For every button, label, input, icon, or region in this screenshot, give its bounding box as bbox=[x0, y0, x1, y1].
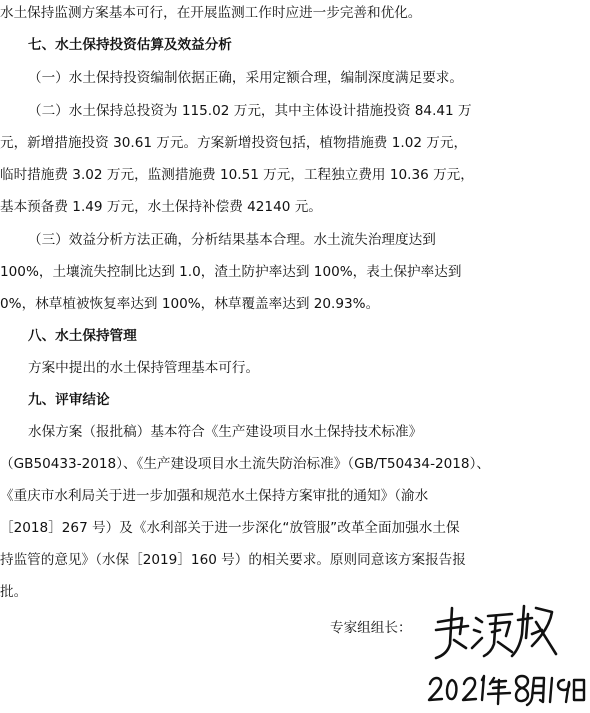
section-heading-9: 九、评审结论 bbox=[28, 392, 110, 408]
signature-label: 专家组组长： bbox=[330, 620, 412, 636]
handwritten-signature bbox=[432, 594, 562, 664]
paragraph-line-9e: 持监管的意见》（水保［2019］160 号）的相关要求。原则同意该方案报告报 bbox=[0, 552, 466, 568]
section-heading-7: 七、水土保持投资估算及效益分析 bbox=[28, 37, 232, 53]
paragraph-line-9f: 批。 bbox=[0, 584, 28, 600]
paragraph-line-7-2b: 元，新增措施投资 30.61 万元。方案新增投资包括，植物措施费 1.02 万元， bbox=[0, 135, 468, 151]
paragraph-line-monitoring: 水土保持监测方案基本可行，在开展监测工作时应进一步完善和优化。 bbox=[0, 5, 422, 21]
paragraph-line-9a: 水保方案（报批稿）基本符合《生产建设项目水土保持技术标准》 bbox=[28, 424, 423, 440]
paragraph-line-9c: 《重庆市水利局关于进一步加强和规范水土保持方案审批的通知》（渝水 bbox=[0, 488, 429, 504]
paragraph-line-7-2c: 临时措施费 3.02 万元，监测措施费 10.51 万元，工程独立费用 10.36 万元， bbox=[0, 167, 474, 183]
paragraph-line-8: 方案中提出的水土保持管理基本可行。 bbox=[28, 360, 260, 376]
paragraph-line-7-2a: （二）水土保持总投资为 115.02 万元，其中主体设计措施投资 84.41 万 bbox=[28, 103, 472, 119]
paragraph-line-7-3c: 0%，林草植被恢复率达到 100%，林草覆盖率达到 20.93%。 bbox=[0, 296, 380, 312]
paragraph-line-7-2d: 基本预备费 1.49 万元，水土保持补偿费 42140 元。 bbox=[0, 199, 322, 215]
section-heading-8: 八、水土保持管理 bbox=[28, 328, 137, 344]
paragraph-line-7-3a: （三）效益分析方法正确，分析结果基本合理。水土流失治理度达到 bbox=[28, 232, 436, 248]
paragraph-line-9d: ［2018］267 号）及《水利部关于进一步深化“放管服”改革全面加强水土保 bbox=[0, 520, 460, 536]
handwritten-date bbox=[426, 668, 586, 708]
paragraph-line-7-1: （一）水土保持投资编制依据正确，采用定额合理，编制深度满足要求。 bbox=[28, 70, 463, 86]
paragraph-line-9b: （GB50433-2018）、《生产建设项目水土流失防治标准》（GB/T50434-2018）、 bbox=[0, 456, 490, 472]
paragraph-line-7-3b: 100%，土壤流失控制比达到 1.0，渣土防护率达到 100%，表土保护率达到 bbox=[0, 264, 462, 280]
